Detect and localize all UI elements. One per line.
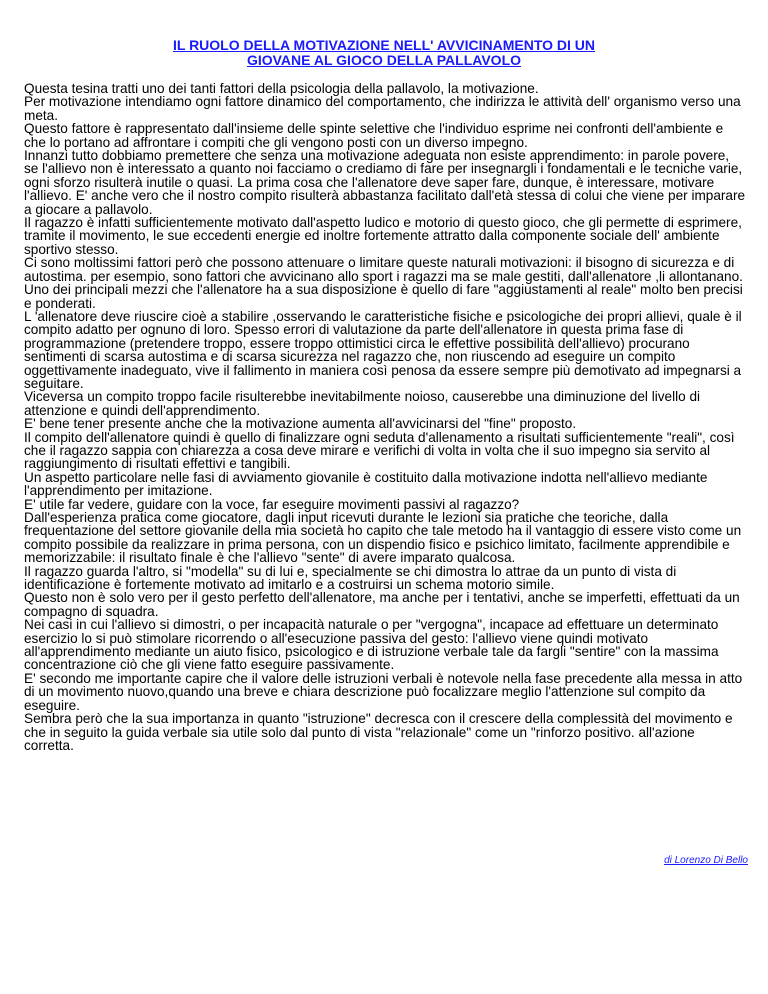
document-title — [0, 38, 768, 68]
paragraph: Questo fattore è rappresentato dall'insieme delle spinte selettive che l'individuo esprime nei confronti dell'ambiente e che lo portano ad affrontare i compiti che gli vengono posti con un diverso impegno. — [24, 121, 724, 150]
paragraph: Il compito dell'allenatore quindi è quello di finalizzare ogni seduta d'allenamento a risultati sufficientemente "reali", così che il ragazzo sappia con chiarezza a cosa deve mirare e verifichi di volta in volta che il suo impegno sia servito al raggiungimento di risultati effettivi e tangibili. — [24, 429, 735, 472]
paragraph: Viceversa un compito troppo facile risulterebbe inevitabilmente noioso, causerebbe una diminuzione del livello di attenzione e quindi dell'apprendimento. — [24, 389, 701, 418]
paragraph: E' utile far vedere, guidare con la voce, far eseguire movimenti passivi al ragazzo? — [24, 496, 520, 512]
paragraph: E' secondo me importante capire che il valore delle istruzioni verbali è notevole nella fase precedente alla messa in atto di un movimento nuovo,quando una breve e chiara descrizione può focalizzare meglio l'attenzione sul compito da eseguire. — [24, 670, 743, 713]
paragraph: Uno dei principali mezzi che l'allenatore ha a sua disposizione è quello di fare "aggiustamenti al reale" molto ben precisi e ponderati. — [24, 282, 743, 311]
paragraph: E' bene tener presente anche che la motivazione aumenta all'avvicinarsi del "fine" proposto. — [24, 416, 577, 432]
paragraph: Innanzi tutto dobbiamo premettere che senza una motivazione adeguata non esiste apprendimento: in parole povere, se l'allievo non è interessato a quanto noi facciamo o crediamo di fare per insegnargli i fondamentali e le tecniche varie, ogni sforzo risulterà inutile o quasi. La prima cosa che l'allenatore deve saper fare, dunque, è interessare, motivare l'allievo. E' anche vero che il nostro compito risulterà abbastanza facilitato dall'età stessa di colui che viene per imparare a giocare a pallavolo. — [24, 148, 746, 217]
paragraph: Per motivazione intendiamo ogni fattore dinamico del comportamento, che indirizza le attività dell' organismo verso una meta. — [24, 94, 741, 123]
paragraph: Il ragazzo guarda l'altro, si "modella" su di lui e, specialmente se chi dimostra lo attrae da un punto di vista di identificazione è fortemente motivato ad imitarlo e a costruirsi un schema motorio simile. — [24, 563, 677, 593]
paragraph: Un aspetto particolare nelle fasi di avviamento giovanile è costituito dalla motivazione indotta nell'allievo mediante l'apprendimento per imitazione. — [24, 469, 708, 499]
paragraph: Dall'esperienza pratica come giocatore, dagli input ricevuti durante le lezioni sia pratiche che teoriche, dalla frequentazione del settore giovanile della mia società ho capito che tale metodo ha il vantaggio di essere visto come un compito possibile da realizzare in prima persona, con un dispendio fisico e psichico limitato, facilmente apprendibile e memorizzabile: il risultato finale è che l'allievo "sente" di avere imparato qualcosa. — [24, 510, 742, 566]
paragraph: Nei casi in cui l'allievo si dimostri, o per incapacità naturale o per "vergogna", incapace ad effettuare un determinato esercizio lo si può stimolare ricorrendo o all'esecuzione passiva del gesto: l'allievo viene quindi motivato all'apprendimento mediante un aiuto fisico, psicologico e di istruzione verbale tale da fargli "sentire" con la massima concentrazione ciò che gli viene fatto eseguire passivamente. — [24, 617, 719, 673]
paragraph: L 'allenatore deve riuscire cioè a stabilire ,osservando le caratteristiche fisiche e psicologiche dei propri allievi, quale è il compito adatto per ognuno di loro. Spesso errori di valutazione da parte dell'allenatore in questa prima fase di programmazione (pretendere troppo, essere troppo ottimistici circa le effettive possibilità dell'allievo) procurano sentimenti di scarsa autostima e di scarsa sicurezza nel ragazzo che, non riuscendo ad eseguire un compito oggettivamente inadeguato, vive il fallimento in maniera così penosa da essere sempre più demotivato ad impegnarsi a seguitare. — [24, 308, 742, 391]
author-link[interactable]: di Lorenzo Di Bello — [664, 855, 748, 866]
paragraph: Ci sono moltissimi fattori però che possono attenuare o limitare queste naturali motivazioni: il bisogno di sicurezza e di autostima. per esempio, sono fattori che avvicinano allo sport i ragazzi ma se male gestiti, dall'allenatore ,li allontanano. — [24, 255, 743, 284]
paragraph: Il ragazzo è infatti sufficientemente motivato dall'aspetto ludico e motorio di questo gioco, che gli permette di esprimere, tramite il movimento, le sue eccedenti energie ed inoltre fortemente attratto dalla componente sociale dell' ambiente sportivo stesso. — [24, 215, 742, 257]
paragraph: Sembra però che la sua importanza in quanto "istruzione" decresca con il crescere della complessità del movimento e che in seguito la guida verbale sia utile solo dal punto di vista "relazionale" come un "rinforzo positivo. all'azione corretta. — [24, 711, 733, 753]
paragraph: Questa tesina tratti uno dei tanti fattori della psicologia della pallavolo, la motivazione. — [24, 81, 539, 96]
title-line: GIOVANE AL GIOCO DELLA PALLAVOLO — [246, 52, 522, 68]
paragraph: Questo non è solo vero per il gesto perfetto dell'allenatore, ma anche per i tentativi, anche se imperfetti, effettuati da un compagno di squadra. — [24, 590, 740, 619]
title-line: IL RUOLO DELLA MOTIVAZIONE NELL' AVVICINAMENTO DI UN — [172, 37, 596, 53]
document-body — [24, 82, 746, 752]
